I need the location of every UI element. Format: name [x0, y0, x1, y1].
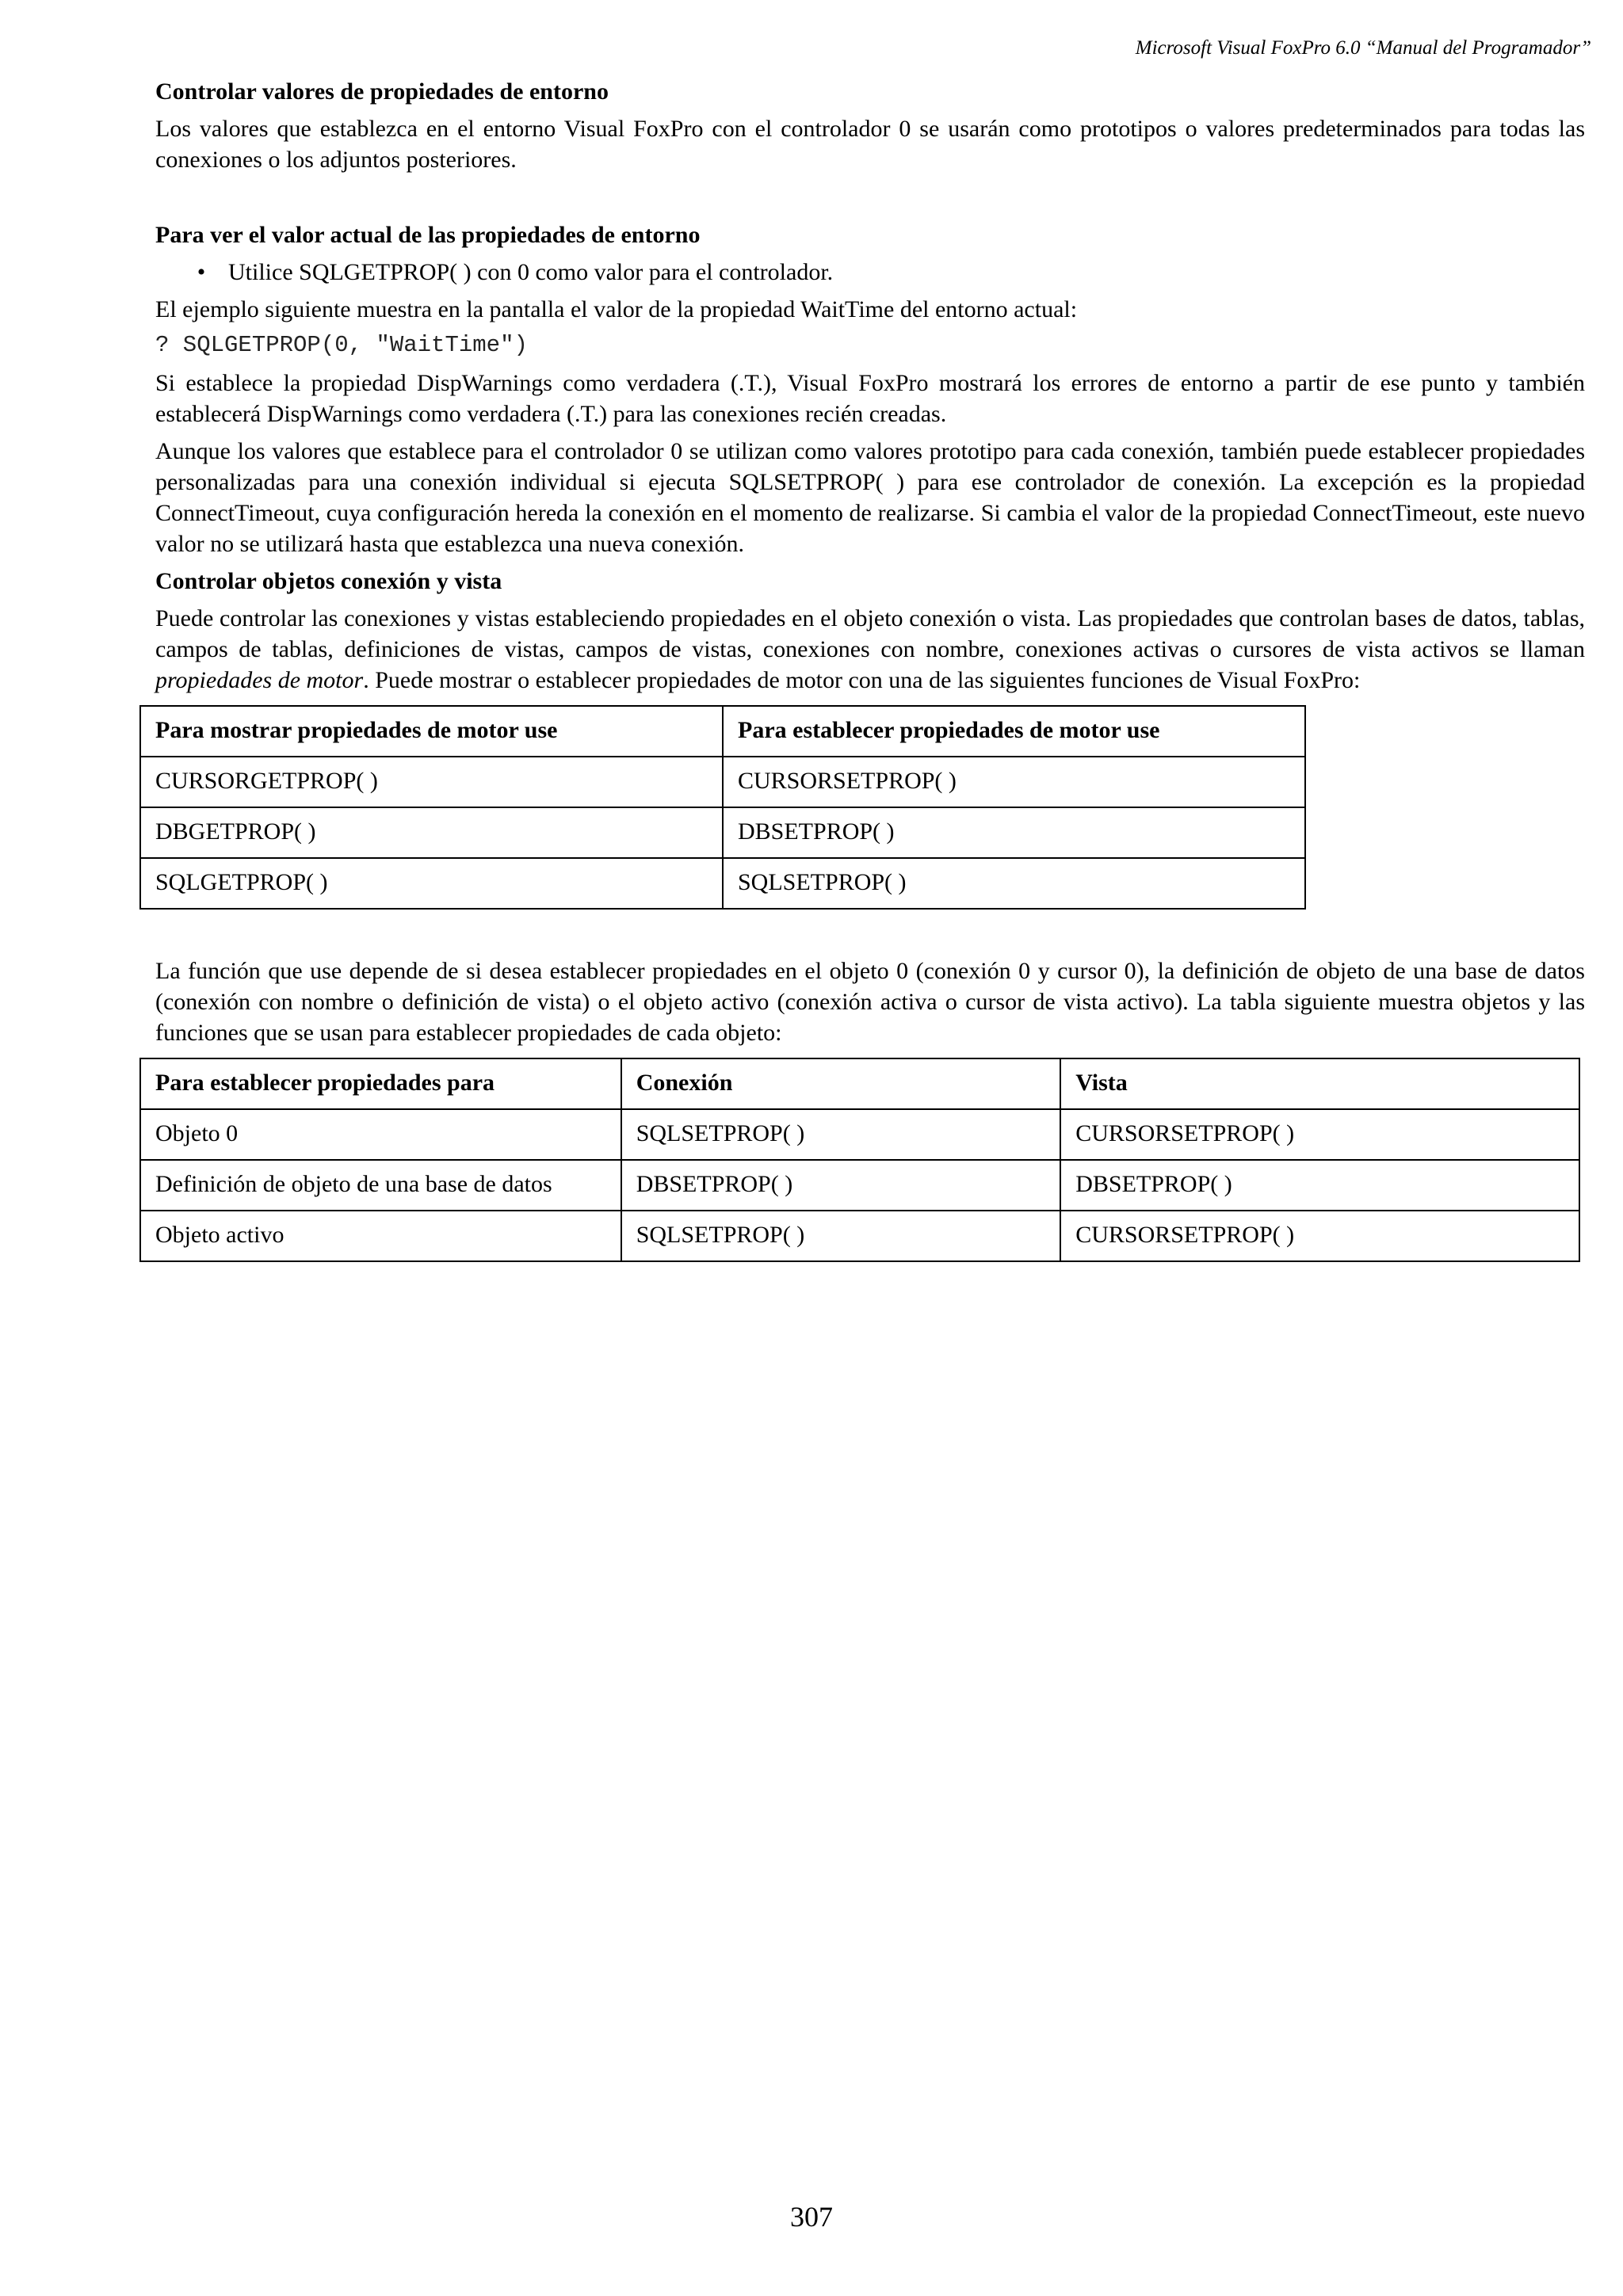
paragraph: El ejemplo siguiente muestra en la pantalla el valor de la propiedad WaitTime del entorno actual: — [155, 296, 1078, 322]
table-row — [140, 858, 1305, 909]
table-cell: SQLSETPROP( ) — [621, 1109, 1061, 1160]
object-functions-table — [139, 1058, 1580, 1262]
table-cell: DBGETPROP( ) — [140, 807, 723, 858]
table-cell: Objeto activo — [140, 1211, 621, 1261]
running-header: Microsoft Visual FoxPro 6.0 “Manual del Programador” — [1135, 37, 1591, 59]
table-row — [140, 1211, 1579, 1261]
engine-functions-table — [139, 705, 1306, 910]
table-header-cell: Para establecer propiedades para — [140, 1058, 621, 1109]
table-header-cell: Vista — [1060, 1058, 1579, 1109]
table-cell: DBSETPROP( ) — [621, 1160, 1061, 1211]
table-header-cell: Conexión — [621, 1058, 1061, 1109]
table-row — [140, 1160, 1579, 1211]
page-number: 307 — [790, 2201, 833, 2233]
bullet-item — [155, 257, 1585, 288]
table-row — [140, 757, 1305, 807]
paragraph-text: Puede controlar las conexiones y vistas estableciendo propiedades en el objeto conexión o vista. Las propiedades que controlan bases de datos, tablas, campos de tablas, definiciones de vistas, campos de vistas, conexiones con nombre, conexiones activas o cursores de vista activos se llaman — [155, 605, 1585, 662]
spacer — [155, 181, 1585, 219]
paragraph — [155, 603, 1585, 696]
table-cell: CURSORSETPROP( ) — [723, 757, 1305, 807]
table-cell: SQLSETPROP( ) — [723, 858, 1305, 909]
section-heading-environment-properties: Controlar valores de propiedades de entorno — [155, 78, 609, 105]
table-row — [140, 1109, 1579, 1160]
page-content — [155, 76, 1585, 1262]
table-cell: Objeto 0 — [140, 1109, 621, 1160]
table-cell: CURSORSETPROP( ) — [1060, 1211, 1579, 1261]
table-header-row — [140, 1058, 1579, 1109]
section-heading-connection-view-objects: Controlar objetos conexión y vista — [155, 568, 502, 594]
table-cell: CURSORGETPROP( ) — [140, 757, 723, 807]
bullet-icon: • — [197, 259, 206, 285]
table-cell: Definición de objeto de una base de datos — [140, 1160, 621, 1211]
paragraph-text: . Puede mostrar o establecer propiedades de motor con una de las siguientes funciones de Visual FoxPro: — [363, 667, 1361, 693]
paragraph: Si establece la propiedad DispWarnings como verdadera (.T.), Visual FoxPro mostrará los errores de entorno a partir de ese punto y también establecerá DispWarnings como verdadera (.T.) para las conexiones recién creadas. — [155, 370, 1585, 427]
paragraph: Aunque los valores que establece para el controlador 0 se utilizan como valores prototipo para cada conexión, también puede establecer propiedades personalizadas para una conexión individual si ejecuta SQLSETPROP( ) para ese controlador de conexión. La excepción es la propiedad ConnectTimeout, cuya configuración hereda la conexión en el momento de realizarse. Si cambia el valor de la propiedad ConnectTimeout, este nuevo valor no se utilizará hasta que establezca una nueva conexión. — [155, 438, 1585, 557]
code-example: ? SQLGETPROP(0, "WaitTime") — [155, 332, 528, 358]
table-cell: SQLSETPROP( ) — [621, 1211, 1061, 1261]
table-cell: CURSORSETPROP( ) — [1060, 1109, 1579, 1160]
bullet-text: Utilice SQLGETPROP( ) con 0 como valor para el controlador. — [228, 259, 834, 285]
table-header-row — [140, 706, 1305, 757]
italic-term: propiedades de motor — [155, 667, 364, 693]
section-heading-view-current-values: Para ver el valor actual de las propiedades de entorno — [155, 222, 701, 248]
table-cell: DBSETPROP( ) — [723, 807, 1305, 858]
table-header-cell: Para mostrar propiedades de motor use — [140, 706, 723, 757]
paragraph: La función que use depende de si desea establecer propiedades en el objeto 0 (conexión 0 y cursor 0), la definición de objeto de una base de datos (conexión con nombre o definición de vista) o el objeto activo (conexión activa o cursor de vista activo). La tabla siguiente muestra objetos y las funciones que se usan para establecer propiedades de cada objeto: — [155, 958, 1585, 1046]
table-cell: SQLGETPROP( ) — [140, 858, 723, 909]
table-cell: DBSETPROP( ) — [1060, 1160, 1579, 1211]
table-row — [140, 807, 1305, 858]
spacer — [155, 910, 1585, 955]
table-header-cell: Para establecer propiedades de motor use — [723, 706, 1305, 757]
paragraph: Los valores que establezca en el entorno Visual FoxPro con el controlador 0 se usarán como prototipos o valores predeterminados para todas las conexiones o los adjuntos posteriores. — [155, 116, 1585, 173]
